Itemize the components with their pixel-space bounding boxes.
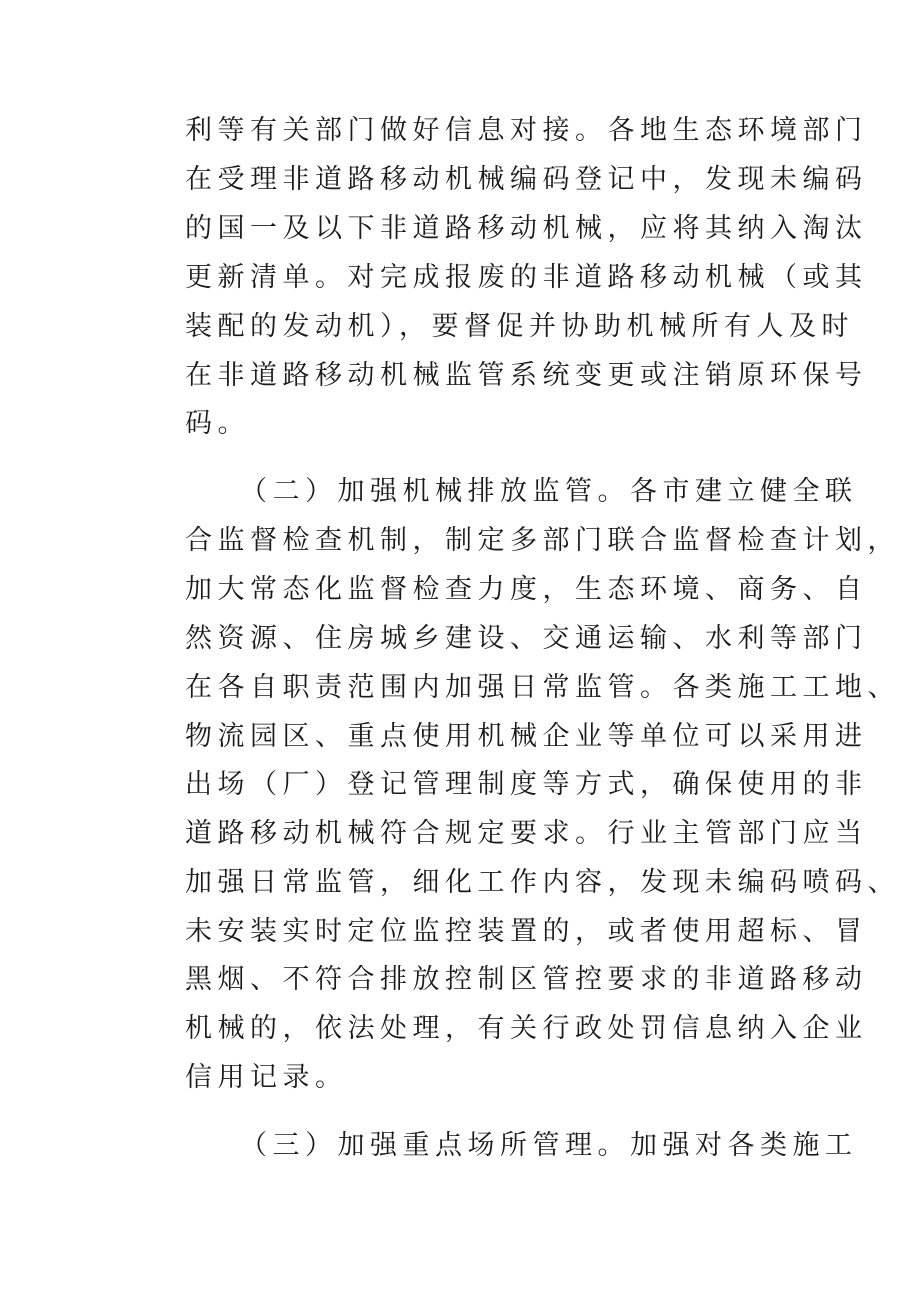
text-line: 未安装实时定位监控装置的，或者使用超标、冒 <box>185 916 868 947</box>
text-line: 在非道路移动机械监管系统变更或注销原环保号 <box>185 360 868 391</box>
text-line: 在受理非道路移动机械编码登记中，发现未编码 <box>185 164 868 195</box>
section-heading-line: （二）加强机械排放监管。各市建立健全联 <box>240 476 858 507</box>
text-line: 物流园区、重点使用机械企业等单位可以采用进 <box>185 721 868 752</box>
text-line: 机械的，依法处理，有关行政处罚信息纳入企业 <box>185 1013 868 1044</box>
section-heading-line: （三）加强重点场所管理。加强对各类施工 <box>240 1130 858 1161</box>
text-line: 加大常态化监督检查力度，生态环境、商务、自 <box>185 574 868 605</box>
text-line: 的国一及以下非道路移动机械，应将其纳入淘汰 <box>185 213 868 244</box>
text-line: 更新清单。对完成报废的非道路移动机械（或其 <box>185 262 868 293</box>
text-line: 利等有关部门做好信息对接。各地生态环境部门 <box>185 115 868 146</box>
text-line: 道路移动机械符合规定要求。行业主管部门应当 <box>185 818 868 849</box>
text-line: 黑烟、不符合排放控制区管控要求的非道路移动 <box>185 964 868 995</box>
text-line: 在各自职责范围内加强日常监管。各类施工工地、 <box>185 672 900 703</box>
text-line: 然资源、住房城乡建设、交通运输、水利等部门 <box>185 623 868 654</box>
text-line: 出场（厂）登记管理制度等方式，确保使用的非 <box>185 769 868 800</box>
text-line: 合监督检查机制，制定多部门联合监督检查计划， <box>185 525 900 556</box>
text-line: 加强日常监管，细化工作内容，发现未编码喷码、 <box>185 867 900 898</box>
text-line: 码。 <box>185 408 250 439</box>
text-line: 装配的发动机），要督促并协助机械所有人及时 <box>185 311 854 342</box>
text-line: 信用记录。 <box>185 1062 348 1093</box>
